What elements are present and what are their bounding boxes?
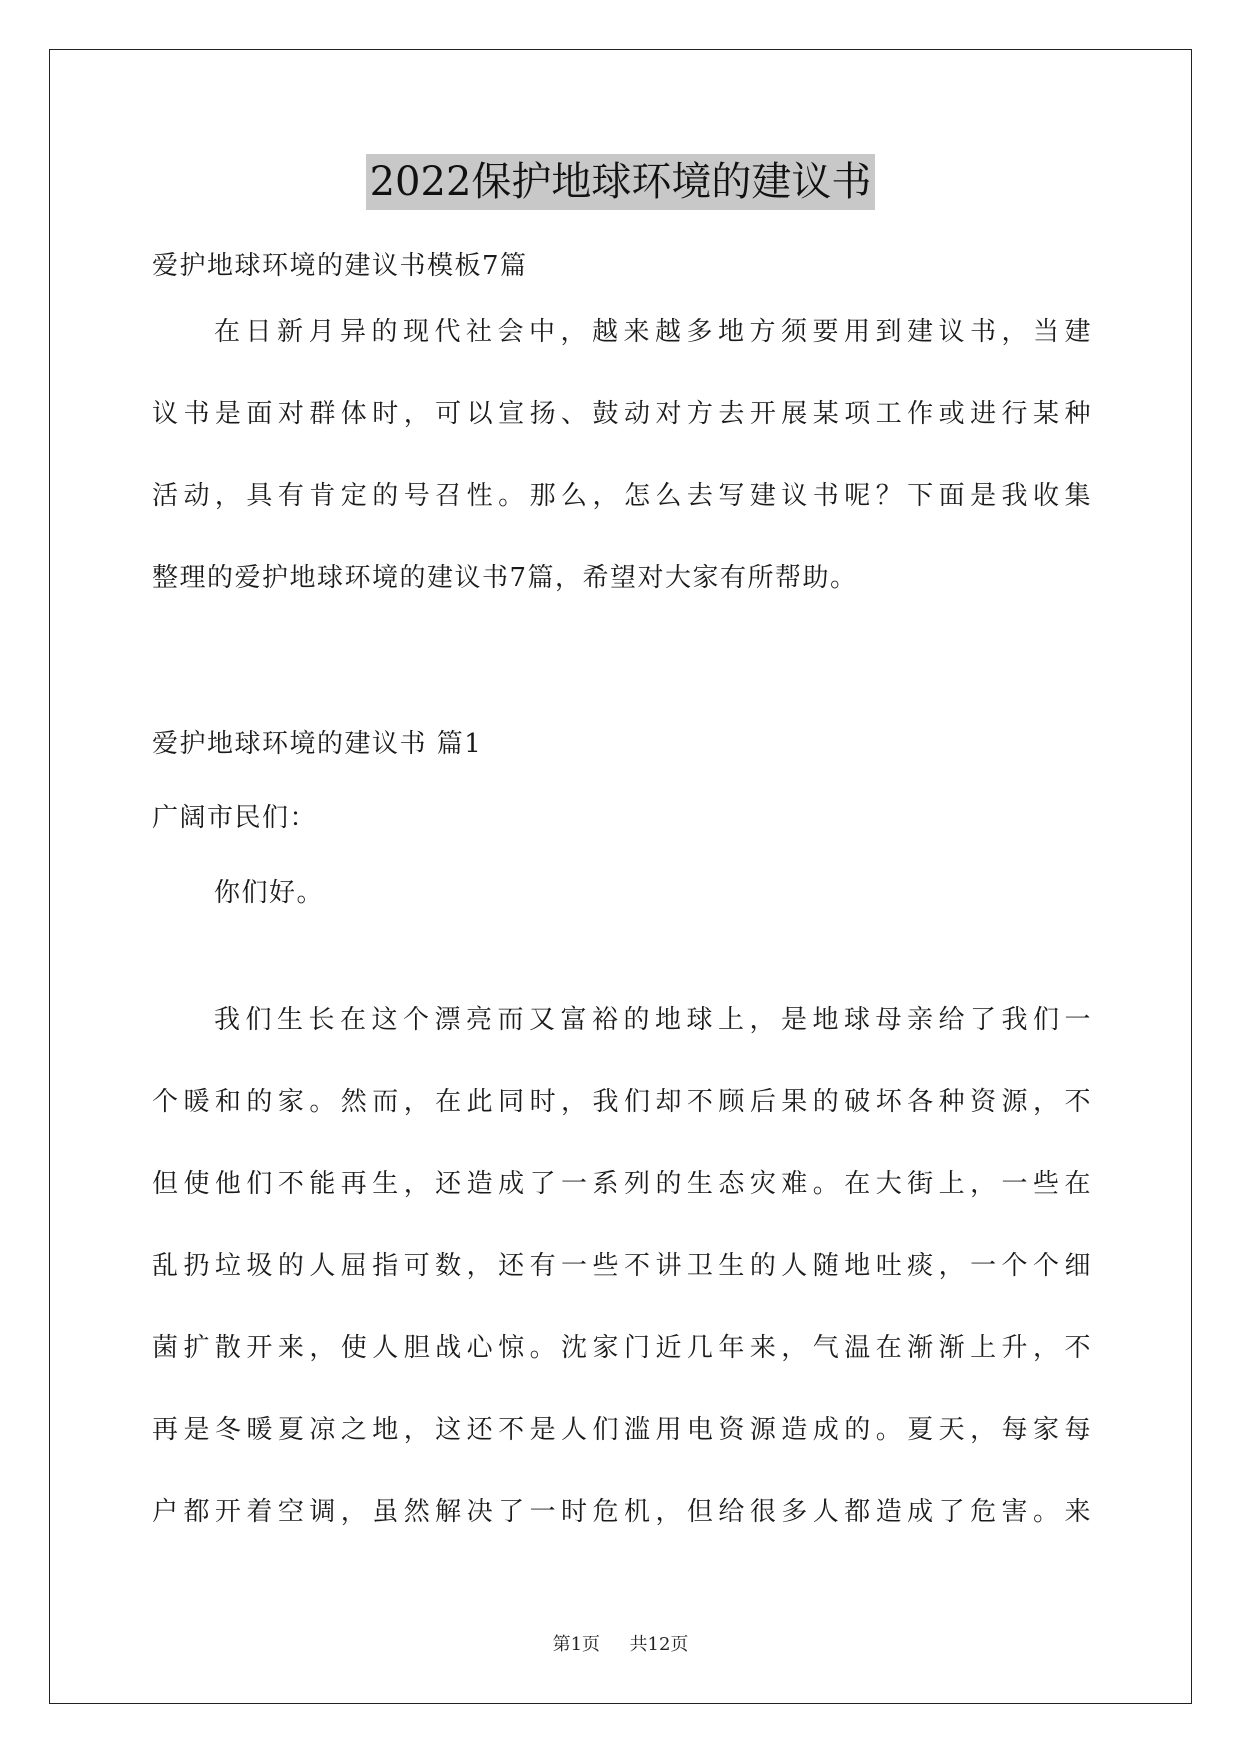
body-line: 我们生长在这个漂亮而又富裕的地球上，是地球母亲给了我们一	[214, 1005, 1092, 1035]
page-total: 共12页	[629, 1634, 689, 1655]
body-line: 再是冬暖夏凉之地，这还不是人们滥用电资源造成的。夏天，每家每	[152, 1415, 1092, 1445]
body-line: 菌扩散开来，使人胆战心惊。沈家门近几年来，气温在渐渐上升，不	[152, 1333, 1092, 1363]
salutation: 广阔市民们：	[152, 803, 318, 833]
title-container	[0, 154, 1241, 210]
intro-paragraph	[152, 291, 1092, 619]
intro-line: 整理的爱护地球环境的建议书7篇，希望对大家有所帮助。	[152, 563, 858, 593]
section-heading: 爱护地球环境的建议书 篇1	[152, 729, 483, 759]
body-line: 但使他们不能再生，还造成了一系列的生态灾难。在大街上，一些在	[152, 1169, 1092, 1199]
body-line: 户都开着空调，虽然解决了一时危机，但给很多人都造成了危害。来	[152, 1497, 1092, 1527]
intro-line: 在日新月异的现代社会中，越来越多地方须要用到建议书，当建	[214, 317, 1092, 347]
page-number: 第1页	[552, 1634, 601, 1655]
greeting: 你们好。	[214, 878, 325, 908]
body-line: 乱扔垃圾的人屈指可数，还有一些不讲卫生的人随地吐痰，一个个细	[152, 1251, 1092, 1281]
document-title: 2022保护地球环境的建议书	[366, 154, 876, 210]
body-paragraph	[152, 979, 1092, 1553]
document-subtitle: 爱护地球环境的建议书模板7篇	[152, 251, 528, 281]
body-line: 个暖和的家。然而，在此同时，我们却不顾后果的破坏各种资源，不	[152, 1087, 1092, 1117]
intro-line: 活动，具有肯定的号召性。那么，怎么去写建议书呢？下面是我收集	[152, 481, 1092, 511]
intro-line: 议书是面对群体时，可以宣扬、鼓动对方去开展某项工作或进行某种	[152, 399, 1092, 429]
page-footer	[0, 1630, 1241, 1656]
